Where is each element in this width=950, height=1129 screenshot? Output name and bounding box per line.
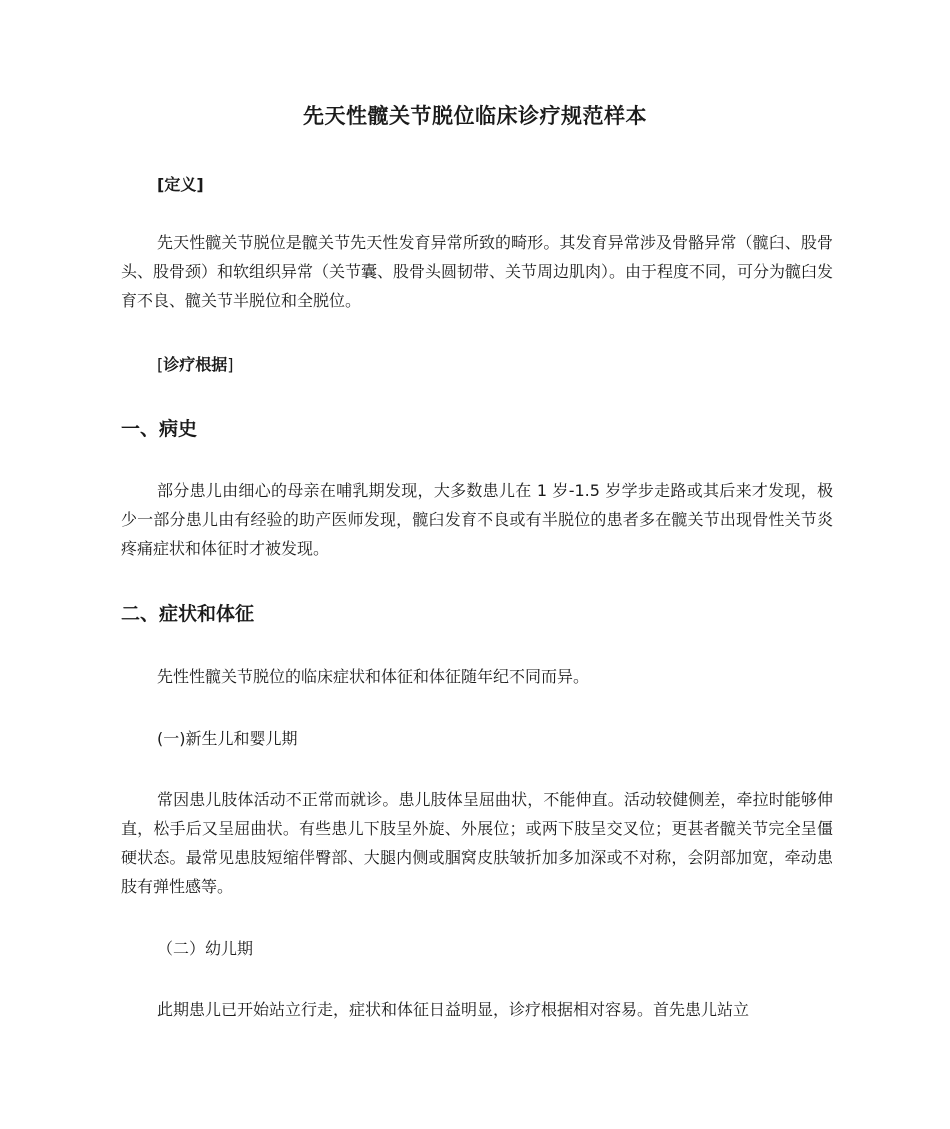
symptoms-intro: 先性性髋关节脱位的临床症状和体征和体征随年纪不同而异。 xyxy=(157,667,590,686)
toddler-paragraph: 此期患儿已开始站立行走，症状和体征日益明显，诊疗根据相对容易。首先患儿站立 xyxy=(157,1000,750,1019)
newborn-paragraph: 常因患儿肢体活动不正常而就诊。患儿肢体呈屈曲状，不能伸直。活动较健侧差，牵拉时能够伸直，松手后又呈屈曲状。有些患儿下肢呈外旋、外展位；或两下肢呈交叉位；更甚者髋关节完全呈僵硬状态。最常见患肢短缩伴臀部、大腿内侧或腘窝皮肤皱折加多加深或不对称，会阴部加宽，牵动患肢有弹性感等。 xyxy=(121,790,833,896)
diagnosis-basis-text: 诊疗根据 xyxy=(163,355,228,374)
subsection-heading-newborn: (一)新生儿和婴儿期 xyxy=(157,729,298,748)
history-paragraph: 部分患儿由细心的母亲在哺乳期发现，大多数患儿在 1 岁-1.5 岁学步走路或其后来才发现，极少一部分患儿由有经验的助产医师发现，髋臼发育不良或有半脱位的患者多在髋关节出现骨性关节炎疼痛症状和体征时才被发现。 xyxy=(121,481,833,558)
section-heading-history: 一、病史 xyxy=(121,418,198,440)
document-title: 先天性髋关节脱位临床诊疗规范样本 xyxy=(303,104,647,128)
definition-label: [定义] xyxy=(157,175,204,194)
bracket-open: [ xyxy=(157,355,164,374)
subsection-heading-toddler: （二）幼儿期 xyxy=(157,939,254,958)
definition-paragraph: 先天性髋关节脱位是髋关节先天性发育异常所致的畸形。其发育异常涉及骨骼异常（髋臼、股骨头、股骨颈）和软组织异常（关节囊、股骨头圆韧带、关节周边肌肉）。由于程度不同，可分为髋臼发育不良、髋关节半脱位和全脱位。 xyxy=(121,233,834,310)
diagnosis-basis-label xyxy=(157,352,234,375)
section-heading-symptoms: 二、症状和体征 xyxy=(121,603,255,625)
bracket-close: ] xyxy=(227,355,234,374)
